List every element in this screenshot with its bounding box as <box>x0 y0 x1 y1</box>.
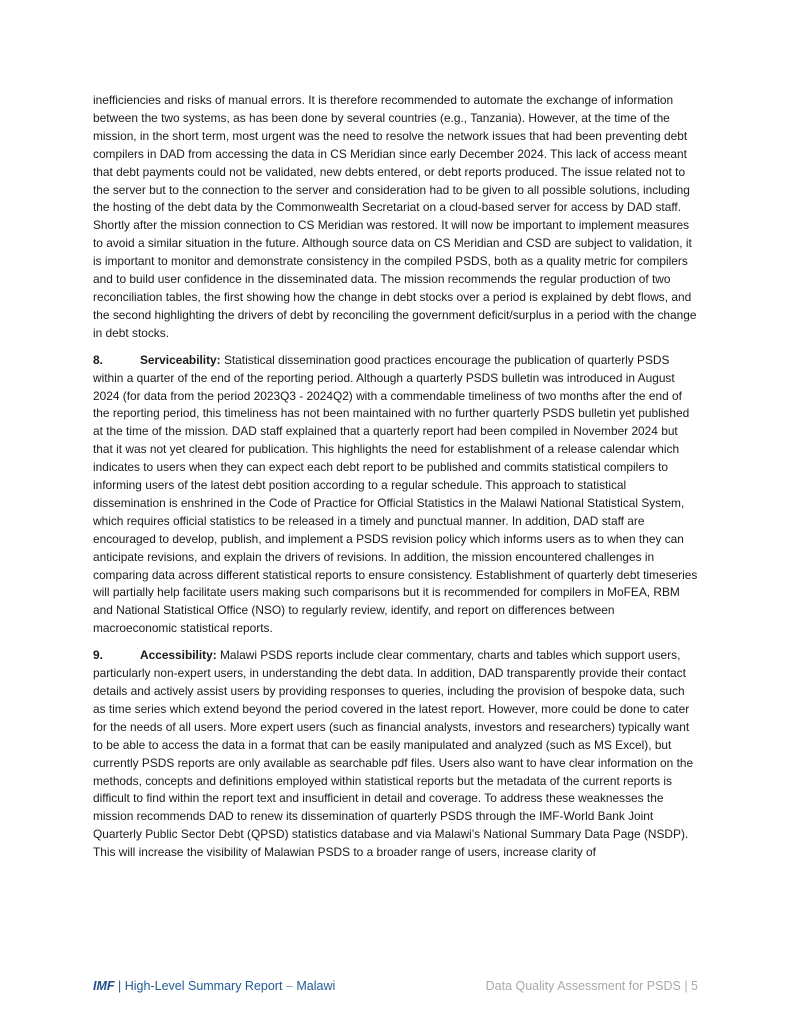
paragraph-8 <box>93 352 698 639</box>
paragraph-text: Malawi PSDS reports include clear commentary, charts and tables which support users, particularly non-expert users, in understanding the debt data. In addition, DAD transparently provide their contact details and actively assist users by providing responses to queries, including the provision of bespoke data, such as time series which extend beyond the period covered in the latest report. However, more could be done to cater for the needs of all users. More expert users (such as financial analysts, investors and researchers) typically want to be able to access the data in a format that can be easily manipulated and analyzed (such as MS Excel), but currently PSDS reports are only available as searchable pdf files. Users also want to have clear information on the methods, concepts and definitions employed within statistical reports but the metadata of the current reports is difficult to find within the report text and insufficient in detail and coverage. To address these weaknesses the mission recommends DAD to renew its dissemination of quarterly PSDS through the IMF-World Bank Joint Quarterly Public Sector Debt (QPSD) statistics database and via Malawi’s National Summary Data Page (NSDP). This will increase the visibility of Malawian PSDS to a broader range of users, increase clarity of <box>93 648 694 860</box>
footer-country: Malawi <box>296 979 336 993</box>
paragraph-9 <box>93 647 698 862</box>
footer-separator: | <box>118 979 122 993</box>
paragraph-number: 9. <box>93 648 103 663</box>
footer-page-label: Data Quality Assessment for PSDS | 5 <box>485 979 698 993</box>
footer-report-title: High-Level Summary Report <box>124 979 283 993</box>
footer-dash: – <box>285 979 293 993</box>
paragraph-number: 8. <box>93 352 103 367</box>
paragraph-text: inefficiencies and risks of manual errors. It is therefore recommended to automate the exchange of information between the two systems, as has been done by several countries (e.g., Tanzania). However, at the time of the mission, in the short term, most urgent was the need to resolve the network issues that had been preventing debt compilers in DAD from accessing the data in CS Meridian since early December 2024. This lack of access meant that debt payments could not be validated, new debts entered, or debt reports produced. The issue related not to the server but to the connection to the server and consideration had to be given to all possible solutions, including the hosting of the debt data by the Commonwealth Secretariat on a cloud-based server for access by DAD staff. Shortly after the mission connection to CS Meridian was restored. It will now be important to implement measures to avoid a similar situation in the future. Although source data on CS Meridian and CSD are subject to validation, it is important to monitor and demonstrate consistency in the compiled PSDS, both as a quality metric for compilers and to build user confidence in the disseminated data. The mission recommends the regular production of two reconciliation tables, the first showing how the change in debt stocks over a period is explained by debt flows, and the second highlighting the drivers of debt by reconciling the government deficit/surplus in a period with the change in debt stocks. <box>93 93 697 340</box>
imf-logo: IMF <box>93 979 115 993</box>
paragraph-continued <box>93 92 698 343</box>
footer-left <box>93 979 335 993</box>
paragraph-heading: Accessibility: <box>140 648 217 663</box>
paragraph-heading: Serviceability: <box>140 352 221 367</box>
document-body <box>93 92 698 871</box>
paragraph-text: Statistical dissemination good practices encourage the publication of quarterly PSDS within a quarter of the end of the reporting period. Although a quarterly PSDS bulletin was introduced in August 2024 (for data from the period 2023Q3 - 2024Q2) with a commendable timeliness of two months after the end of the reporting period, this timeliness has not been maintained with no further quarterly PSDS bulletin yet published at the time of the mission. DAD staff explained that a quarterly report had been compiled in November 2024 but that it was not yet cleared for publication. This highlights the need for establishment of a release calendar which indicates to users when they can expect each debt report to be published and commits statistical compilers to informing users of the latest debt position according to a regular schedule. This approach to statistical dissemination is enshrined in the Code of Practice for Official Statistics in the Malawi National Statistical System, which requires official statistics to be released in a timely and punctual manner. In addition, DAD staff are encouraged to develop, publish, and implement a PSDS revision policy which informs users as to when they can anticipate revisions, and explain the drivers of revisions. In addition, the mission encountered challenges in comparing data across different statistical reports to ensure consistency. Establishment of quarterly debt timeseries will partially help facilitate users making such comparisons but it is recommended for compilers in MoFEA, RBM and National Statistical Office (NSO) to regularly review, identify, and report on differences between macroeconomic statistical reports. <box>93 352 698 636</box>
